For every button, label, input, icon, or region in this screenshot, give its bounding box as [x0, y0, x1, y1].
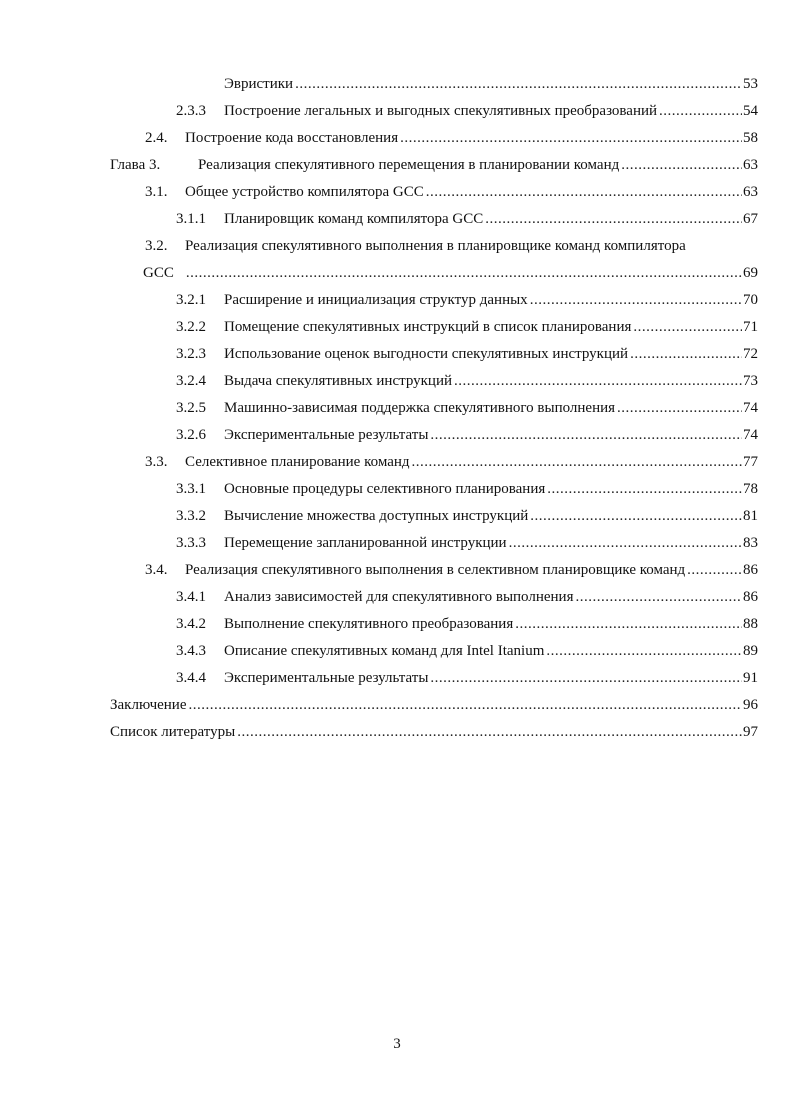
- toc-leader-dots: [575, 587, 742, 607]
- toc-leader-dots: [621, 155, 742, 175]
- toc-entry-page: 70: [743, 292, 758, 308]
- toc-leader-dots: [530, 290, 742, 310]
- toc-entry-label: Построение легальных и выгодных спекулятивных преобразований: [224, 103, 658, 119]
- toc-entry-label: Список литературы: [110, 724, 236, 740]
- toc-entry: [143, 452, 758, 472]
- toc-entry-page: 86: [743, 562, 758, 578]
- toc-leader-dots: [515, 614, 742, 634]
- toc-entry-label: Помещение спекулятивных инструкций в список планирования: [224, 319, 632, 335]
- toc-entry-page: 89: [743, 643, 758, 659]
- toc-entry-label: Выдача спекулятивных инструкций: [224, 373, 453, 389]
- toc-entry-number: 3.4.2: [176, 616, 206, 632]
- toc-entry-number: 3.4.3: [176, 643, 206, 659]
- toc-entry-label: Анализ зависимостей для спекулятивного выполнения: [224, 589, 574, 605]
- toc-entry-page: 63: [743, 184, 758, 200]
- toc-entry-label: Планировщик команд компилятора GCC: [224, 211, 484, 227]
- toc-leader-dots: [659, 101, 742, 121]
- toc-entry-label: Общее устройство компилятора GCC: [185, 184, 424, 200]
- toc-entry-label: Экспериментальные результаты: [224, 670, 429, 686]
- toc-leader-dots: [454, 371, 742, 391]
- toc-leader-dots: [237, 722, 742, 742]
- toc-entry: [224, 74, 758, 94]
- toc-leader-dots: [630, 344, 742, 364]
- toc-entry-page: 74: [743, 400, 758, 416]
- toc-leader-dots: [295, 74, 742, 94]
- toc-entry-number: 3.2.3: [176, 346, 206, 362]
- toc-entry-number: 3.2.5: [176, 400, 206, 416]
- toc-entry-page: 54: [743, 103, 758, 119]
- toc-leader-dots: [426, 182, 742, 202]
- toc-entry: [174, 425, 758, 445]
- toc-entry-label: Заключение: [110, 697, 187, 713]
- toc-entry: [143, 263, 758, 283]
- toc-entry-number: Глава 3.: [110, 157, 161, 173]
- toc-entry: [110, 722, 758, 742]
- toc-entry-label: Селективное планирование команд: [185, 454, 410, 470]
- toc-leader-dots: [430, 425, 742, 445]
- toc-entry-page: 67: [743, 211, 758, 227]
- toc-entry-number: 3.3.2: [176, 508, 206, 524]
- toc-entry: [174, 668, 758, 688]
- toc-entry-label: Использование оценок выгодности спекулятивных инструкций: [224, 346, 629, 362]
- toc-entry-number: 3.3.1: [176, 481, 206, 497]
- toc-entry: [110, 155, 758, 175]
- toc-entry-page: 91: [743, 670, 758, 686]
- toc-entry-page: 77: [743, 454, 758, 470]
- toc-entry-label: Выполнение спекулятивного преобразования: [224, 616, 514, 632]
- toc-entry-number: 3.2.: [145, 238, 168, 254]
- toc-entry-label: Реализация спекулятивного перемещения в планировании команд: [198, 157, 620, 173]
- toc-entry-label: Расширение и инициализация структур данных: [224, 292, 528, 308]
- toc-entry-number: 3.4.1: [176, 589, 206, 605]
- toc-leader-dots: [546, 641, 742, 661]
- toc-entry-number: 3.3.3: [176, 535, 206, 551]
- toc-entry: [174, 479, 758, 499]
- toc-entry-page: 74: [743, 427, 758, 443]
- toc-entry-number: 3.1.: [145, 184, 168, 200]
- toc-entry: [143, 560, 758, 580]
- toc-entry-label: Экспериментальные результаты: [224, 427, 429, 443]
- toc-entry: [174, 506, 758, 526]
- toc-entry: [174, 101, 758, 121]
- toc-entry-label: GCC: [143, 265, 174, 281]
- toc-entry-label: Машинно-зависимая поддержка спекулятивного выполнения: [224, 400, 616, 416]
- toc-leader-dots: [530, 506, 742, 526]
- toc-entry-number: 3.2.6: [176, 427, 206, 443]
- toc-entry-label: Построение кода восстановления: [185, 130, 399, 146]
- toc-entry: [174, 317, 758, 337]
- toc-entry-number: 3.4.: [145, 562, 168, 578]
- toc-entry-page: 86: [743, 589, 758, 605]
- toc-entry-page: 81: [743, 508, 758, 524]
- toc-leader-dots: [617, 398, 742, 418]
- toc-entry-page: 96: [743, 697, 758, 713]
- toc-entry: [110, 695, 758, 715]
- toc-leader-dots: [687, 560, 742, 580]
- toc-entry-page: 69: [743, 265, 758, 281]
- toc-entry: [174, 290, 758, 310]
- toc-leader-dots: [547, 479, 742, 499]
- toc-leader-dots: [509, 533, 742, 553]
- toc-entry-number: 3.2.1: [176, 292, 206, 308]
- toc-entry-number: 3.1.1: [176, 211, 206, 227]
- toc-leader-dots: [186, 263, 742, 283]
- toc-entry: [174, 533, 758, 553]
- toc-leader-dots: [485, 209, 742, 229]
- toc-entry: [143, 128, 758, 148]
- toc-leader-dots: [633, 317, 742, 337]
- toc-entry: [174, 614, 758, 634]
- toc-entry-page: 78: [743, 481, 758, 497]
- toc-entry-page: 83: [743, 535, 758, 551]
- toc-entry-label: Вычисление множества доступных инструкций: [224, 508, 529, 524]
- toc-entry: [174, 209, 758, 229]
- toc-leader-dots: [412, 452, 742, 472]
- toc-entry: [143, 182, 758, 202]
- toc-entry-label: Описание спекулятивных команд для Intel Itanium: [224, 643, 545, 659]
- toc-entry: [174, 398, 758, 418]
- toc-entry-number: 2.3.3: [176, 103, 206, 119]
- toc-leader-dots: [430, 668, 742, 688]
- toc-entry-page: 88: [743, 616, 758, 632]
- toc-entry-label: Основные процедуры селективного планирования: [224, 481, 546, 497]
- toc-entry-number: 3.2.4: [176, 373, 206, 389]
- toc-entry: [174, 641, 758, 661]
- toc-entry-page: 53: [743, 76, 758, 92]
- toc-entry-label: Реализация спекулятивного выполнения в селективном планировщике команд: [185, 562, 686, 578]
- toc-leader-dots: [189, 695, 743, 715]
- toc-entry-number: 3.4.4: [176, 670, 206, 686]
- toc-entry: [174, 344, 758, 364]
- page-number: 3: [393, 1036, 401, 1052]
- toc-entry-label: Эвристики: [224, 76, 294, 92]
- toc-entry-number: 2.4.: [145, 130, 168, 146]
- toc-entry-label: Перемещение запланированной инструкции: [224, 535, 507, 551]
- toc-entry-number: 3.2.2: [176, 319, 206, 335]
- toc-entry-page: 58: [743, 130, 758, 146]
- toc-entry-page: 73: [743, 373, 758, 389]
- toc-entry-page: 71: [743, 319, 758, 335]
- toc-leader-dots: [400, 128, 742, 148]
- toc-entry: [143, 236, 758, 256]
- toc-entry-number: 3.3.: [145, 454, 168, 470]
- toc-entry-label: Реализация спекулятивного выполнения в планировщике команд компилятора: [185, 238, 686, 254]
- toc-entry-page: 63: [743, 157, 758, 173]
- toc-entry: [174, 371, 758, 391]
- toc-entry: [174, 587, 758, 607]
- toc-entry-page: 72: [743, 346, 758, 362]
- toc-entry-page: 97: [743, 724, 758, 740]
